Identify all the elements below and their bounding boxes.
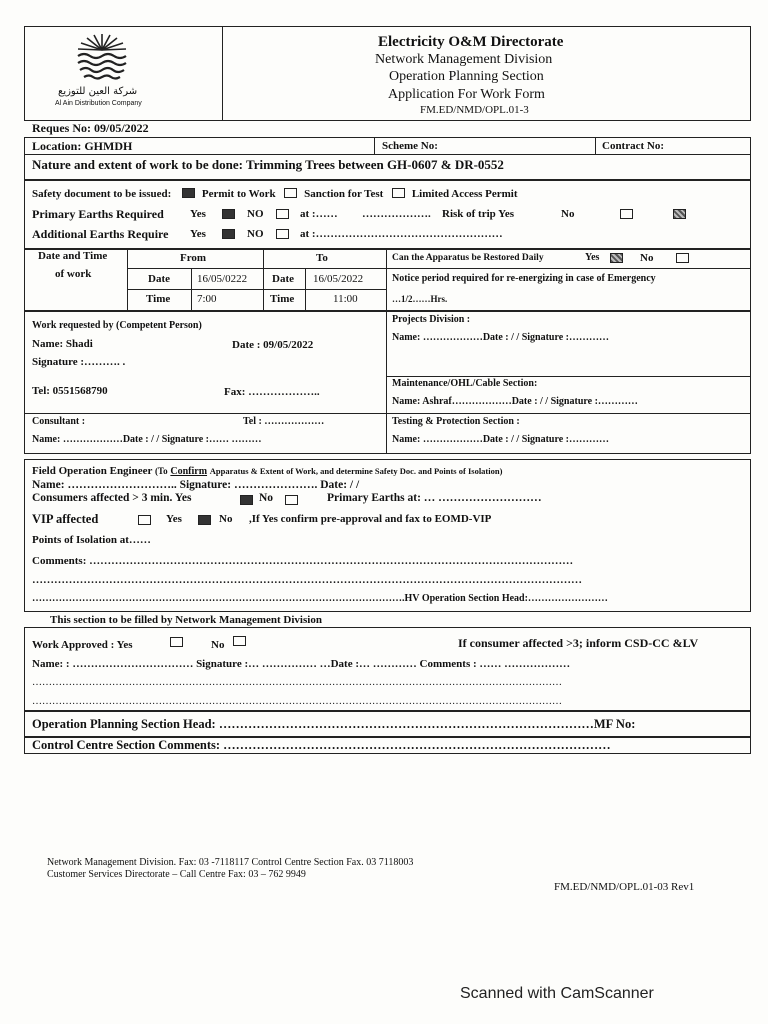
vip-yes-box[interactable]	[138, 515, 151, 525]
to-date-value: 16/05/2022	[313, 273, 364, 285]
field-engineer-to: (To	[154, 466, 168, 476]
restore-yes-label: Yes	[585, 252, 600, 263]
field-comments: Comments: ……………………………………………………………………………………………………………………	[32, 555, 574, 567]
requested-signature: Signature :………. .	[32, 356, 126, 368]
camscanner-watermark: Scanned with CamScanner	[460, 985, 654, 1002]
additional-yes-checkbox[interactable]	[222, 229, 235, 239]
additional-no-checkbox[interactable]	[276, 229, 289, 239]
restore-daily-label: Can the Apparatus be Restored Daily	[392, 253, 544, 263]
sanction-label: Sanction for Test	[304, 188, 384, 200]
field-engineer-note: Apparatus & Extent of Work, and determine Safety Doc. and Points of Isolation)	[209, 466, 503, 476]
logo-english-text: Al Ain Distribution Company	[55, 100, 142, 107]
contract-no-field: Contract No:	[602, 140, 665, 152]
request-number: Reques No: 09/05/2022	[32, 121, 149, 135]
header-form-code: FM.ED/NMD/OPL.01-3	[420, 104, 529, 116]
nmd-name-line: Name: : …………………………… Signature :… …………… …Date :… ………… Comments : …… ………………	[32, 658, 571, 670]
restore-yes-checkbox[interactable]	[610, 253, 623, 263]
vip-yes-label: Yes	[166, 513, 182, 525]
limited-label: Limited Access Permit	[411, 188, 518, 200]
work-approved-yes-checkbox[interactable]	[170, 637, 183, 647]
header-title-section: Operation Planning Section	[389, 69, 544, 84]
contract-divider	[595, 137, 596, 154]
restore-no-checkbox[interactable]	[676, 253, 689, 263]
company-logo	[70, 32, 134, 84]
location-row-divider	[24, 154, 751, 155]
ops-planning-head: Operation Planning Section Head: ………………………………………………………………………………MF No:	[32, 717, 636, 731]
field-comments-dots: ……………………………………………………………………………………………………………………………………	[32, 574, 582, 586]
datetime-col1	[191, 268, 192, 311]
primary-yes-checkbox[interactable]	[222, 209, 235, 219]
vip-no-box[interactable]	[198, 515, 211, 525]
nmd-dots-2: ……………………………………………………………………………………………………………………………………………	[32, 696, 562, 707]
risk-no-label: No	[561, 208, 575, 220]
header-divider	[222, 26, 223, 121]
risk-no-checkbox[interactable]	[673, 209, 686, 219]
from-time-value: 7:00	[197, 293, 217, 305]
primary-earths-at: Primary Earths at: … ………………………	[327, 492, 542, 504]
sanction-checkbox[interactable]	[284, 188, 297, 198]
request-right-divider2	[386, 413, 751, 414]
from-time-label: Time	[146, 293, 171, 305]
primary-at-dots: ……………….	[362, 208, 431, 220]
to-date-label: Date	[272, 273, 294, 285]
additional-no-label: NO	[247, 228, 264, 240]
datetime-row1	[127, 268, 386, 269]
primary-yes-label: Yes	[190, 208, 206, 220]
primary-earths-label: Primary Earths Required	[32, 207, 164, 221]
to-time-value: 11:00	[333, 293, 358, 305]
requested-fax: Fax: ………………..	[224, 386, 320, 398]
vip-no-label: No	[219, 513, 233, 525]
header-title-division: Network Management Division	[375, 52, 553, 67]
footer-fax-line-1: Network Management Division. Fax: 03 -7118117 Control Centre Section Fax. 03 7118003	[47, 857, 414, 868]
hv-operation-head: ………………………………………………………………………………………………….HV Operation Section Head:……………………	[32, 593, 608, 604]
requested-by-label: Work requested by (Competent Person)	[32, 320, 202, 331]
from-date-label: Date	[148, 273, 170, 285]
field-engineer-confirm: Confirm	[170, 466, 208, 477]
vip-note: ,If Yes confirm pre-approval and fax to EOMD-VIP	[249, 513, 492, 525]
logo-arabic-text: شركة العين للتوزيع	[58, 86, 138, 97]
to-header: To	[316, 252, 328, 264]
vip-affected-label: VIP affected	[32, 512, 99, 526]
consumers-no-label: No	[259, 492, 274, 504]
testing-label: Testing & Protection Section :	[392, 416, 520, 427]
scheme-no-field: Scheme No:	[382, 140, 438, 152]
datetime-left-divider	[127, 249, 128, 311]
from-header: From	[180, 252, 207, 264]
requested-date: Date : 09/05/2022	[232, 339, 314, 351]
work-approved-no-label: No	[211, 639, 225, 651]
header-title-directorate: Electricity O&M Directorate	[378, 34, 564, 50]
maintenance-line: Name: Ashraf………………Date : / / Signature :…………	[392, 396, 638, 407]
additional-at-field: at :……………………………………………	[300, 228, 503, 240]
datetime-col2	[263, 249, 264, 311]
footer-form-code: FM.ED/NMD/OPL.01-03 Rev1	[554, 881, 695, 893]
datetime-right-row	[386, 268, 751, 269]
consumers-yes-checkbox[interactable]	[240, 495, 253, 505]
additional-earths-label: Additional Earths Require	[32, 227, 169, 241]
maintenance-label: Maintenance/OHL/Cable Section:	[392, 378, 538, 389]
datetime-label-2: of work	[55, 268, 92, 280]
nmd-dots-1: ……………………………………………………………………………………………………………………………………………	[32, 677, 562, 688]
datetime-row2	[127, 289, 386, 290]
consultant-label: Consultant :	[32, 416, 86, 427]
field-engineer-heading	[32, 465, 502, 477]
requested-name: Name: Shadi	[32, 338, 93, 350]
consumers-no-checkbox[interactable]	[285, 495, 298, 505]
header-title-form: Application For Work Form	[388, 87, 545, 102]
limited-checkbox[interactable]	[392, 188, 405, 198]
requested-tel: Tel: 0551568790	[32, 385, 108, 397]
scheme-divider	[374, 137, 375, 154]
nmd-section-title: This section to be filled by Network Management Division	[50, 614, 322, 626]
inform-csd-note: If consumer affected >3; inform CSD-CC &LV	[458, 636, 699, 650]
work-approved-label: Work Approved : Yes	[32, 639, 133, 651]
primary-no-label: NO	[247, 208, 264, 220]
notice-hours: …1/2……Hrs.	[392, 294, 448, 304]
notice-period-label: Notice period required for re-energizing in case of Emergency	[392, 273, 656, 284]
consumers-affected-label: Consumers affected > 3 min. Yes	[32, 492, 192, 504]
permit-checkbox[interactable]	[182, 188, 195, 198]
request-mid-divider	[386, 311, 387, 454]
primary-no-checkbox[interactable]	[276, 209, 289, 219]
risk-of-trip-label: Risk of trip Yes	[442, 208, 515, 220]
projects-division-label: Projects Division :	[392, 314, 471, 325]
restore-no-label: No	[640, 252, 654, 264]
permit-label: Permit to Work	[201, 188, 276, 200]
nature-of-work: Nature and extent of work to be done: Trimming Trees between GH-0607 & DR-0552	[32, 157, 504, 172]
safety-doc-label: Safety document to be issued:	[32, 188, 172, 200]
request-right-divider1	[386, 376, 751, 377]
request-section	[24, 311, 751, 454]
additional-yes-label: Yes	[190, 228, 206, 240]
points-of-isolation: Points of Isolation at……	[32, 534, 151, 546]
request-left-divider	[24, 413, 386, 414]
consultant-line: Name: ………………Date : / / Signature :…… ………	[32, 434, 262, 445]
projects-division-line: Name: ………………Date : / / Signature :…………	[392, 332, 610, 343]
control-centre-comments: Control Centre Section Comments: …………………………………………………………………………………	[32, 738, 611, 752]
work-approved-no-checkbox[interactable]	[233, 636, 246, 646]
risk-yes-checkbox[interactable]	[620, 209, 633, 219]
field-engineer-name-line: Name: ……………………….. Signature: …………………. Date: / /	[32, 479, 360, 491]
testing-line: Name: ………………Date : / / Signature :…………	[392, 434, 610, 445]
datetime-label-1: Date and Time	[38, 250, 108, 262]
primary-at-field: at :……	[300, 208, 338, 220]
footer-fax-line-2: Customer Services Directorate – Call Centre Fax: 03 – 762 9949	[47, 869, 306, 880]
location-field: Location: GHMDH	[32, 139, 133, 153]
safety-doc-row	[32, 188, 518, 200]
datetime-col3	[305, 268, 306, 311]
to-time-label: Time	[270, 293, 295, 305]
datetime-right-divider	[386, 249, 387, 311]
field-engineer-title: Field Operation Engineer	[32, 465, 153, 477]
from-date-value: 16/05/0222	[197, 273, 248, 285]
consultant-tel: Tel : ………………	[243, 416, 325, 427]
